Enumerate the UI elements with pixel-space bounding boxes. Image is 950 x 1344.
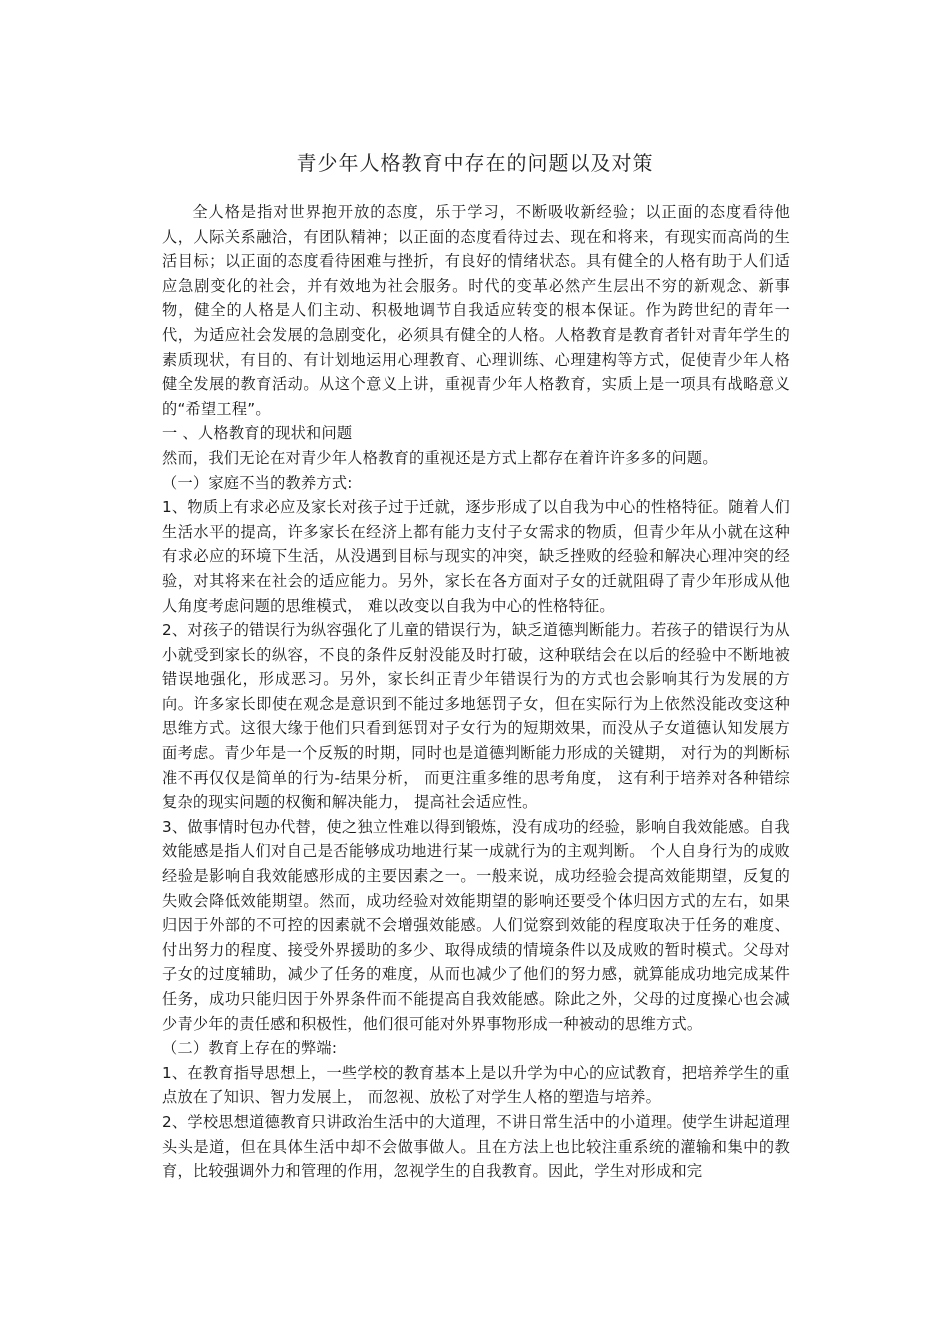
section-heading-1: 一 、人格教育的现状和问题 <box>162 424 353 443</box>
document-title: 青少年人格教育中存在的问题以及对策 <box>296 151 654 175</box>
education-point-2: 2、学校思想道德教育只讲政治生活中的大道理，不讲日常生活中的小道理。使学生讲起道理头头是道，但在具体生活中却不会做事做人。且在方法上也比较注重系统的灌输和集中的教育，比较强调外力和管理的作用，忽视学生的自我教育。因此，学生对形成和完 <box>162 1112 790 1181</box>
family-point-1: 1、物质上有求必应及家长对孩子过于迁就，逐步形成了以自我为中心的性格特征。随着人们生活水平的提高，许多家长在经济上都有能力支付子女需求的物质，但青少年从小就在这种有求必应的环境下生活，从没遇到目标与现实的冲突，缺乏挫败的经验和解决心理冲突的经验，对其将来在社会的适应能力。另外，家长在各方面对子女的迁就阻碍了青少年形成从他人角度考虑问题的思维模式， 难以改变以自我为中心的性格特征。 <box>162 498 790 615</box>
intro-paragraph: 全人格是指对世界抱开放的态度，乐于学习，不断吸收新经验；以正面的态度看待他人，人际关系融洽，有团队精神；以正面的态度看待过去、现在和将来，有现实而高尚的生活目标；以正面的态度看待困难与挫折，有良好的情绪状态。具有健全的人格有助于人们适应急剧变化的社会，并有效地为社会服务。时代的变革必然产生层出不穷的新观念、新事物，健全的人格是人们主动、积极地调节自我适应转变的根本保证。作为跨世纪的青年一代，为适应社会发展的急剧变化，必须具有健全的人格。人格教育是教育者针对青年学生的素质现状，有目的、有计划地运用心理教育、心理训练、心理建构等方式，促使青少年人格健全发展的教育活动。从这个意义上讲，重视青少年人格教育，实质上是一项具有战略意义的“希望工程”。 <box>162 203 790 418</box>
family-point-2: 2、对孩子的错误行为纵容强化了儿童的错误行为，缺乏道德判断能力。若孩子的错误行为从小就受到家长的纵容，不良的条件反射没能及时打破，这种联结会在以后的经验中不断地被错误地强化，形成恶习。另外，家长纠正青少年错误行为的方式也会影响其行为发展的方向。许多家长即使在观念是意识到不能过多地惩罚子女，但在实际行为上依然没能改变这种思维方式。这很大缘于他们只看到惩罚对子女行为的短期效果，而没从子女道德认知发展方面考虑。青少年是一个反叛的时期，同时也是道德判断能力形成的关键期， 对行为的判断标准不再仅仅是简单的行为-结果分析， 而更注重多维的思考角度， 这有利于培养对各种错综复杂的现实问题的权衡和解决能力， 提高社会适应性。 <box>162 621 790 812</box>
subsection-heading-family: （一）家庭不当的教养方式: <box>162 473 353 492</box>
family-point-3: 3、做事情时包办代替，使之独立性难以得到锻炼，没有成功的经验，影响自我效能感。自我效能感是指人们对自己是否能够成功地进行某一成就行为的主观判断。 个人自身行为的成败经验是影响自我效能感形成的主要因素之一。一般来说，成功经验会提高效能期望，反复的失败会降低效能期望。然而，成功经验对效能期望的影响还要受个体归因方式的左右，如果归因于外部的不可控的因素就不会增强效能感。人们觉察到效能的程度取决于任务的难度、付出努力的程度、接受外界援助的多少、取得成绩的情境条件以及成败的暂时模式。父母对子女的过度辅助，减少了任务的难度，从而也减少了他们的努力感，就算能成功地完成某件任务，成功只能归因于外界条件而不能提高自我效能感。除此之外，父母的过度操心也会减少青少年的责任感和积极性，他们很可能对外界事物形成一种被动的思维方式。 <box>162 817 790 1033</box>
education-point-1: 1、在教育指导思想上，一些学校的教育基本上是以升学为中心的应试教育，把培养学生的重点放在了知识、智力发展上， 而忽视、放松了对学生人格的塑造与培养。 <box>162 1063 790 1107</box>
document-body <box>162 200 790 1184</box>
subsection-heading-education: （二）教育上存在的弊端: <box>162 1039 338 1058</box>
section-intro: 然而，我们无论在对青少年人格教育的重视还是方式上都存在着许许多多的问题。 <box>162 448 718 467</box>
